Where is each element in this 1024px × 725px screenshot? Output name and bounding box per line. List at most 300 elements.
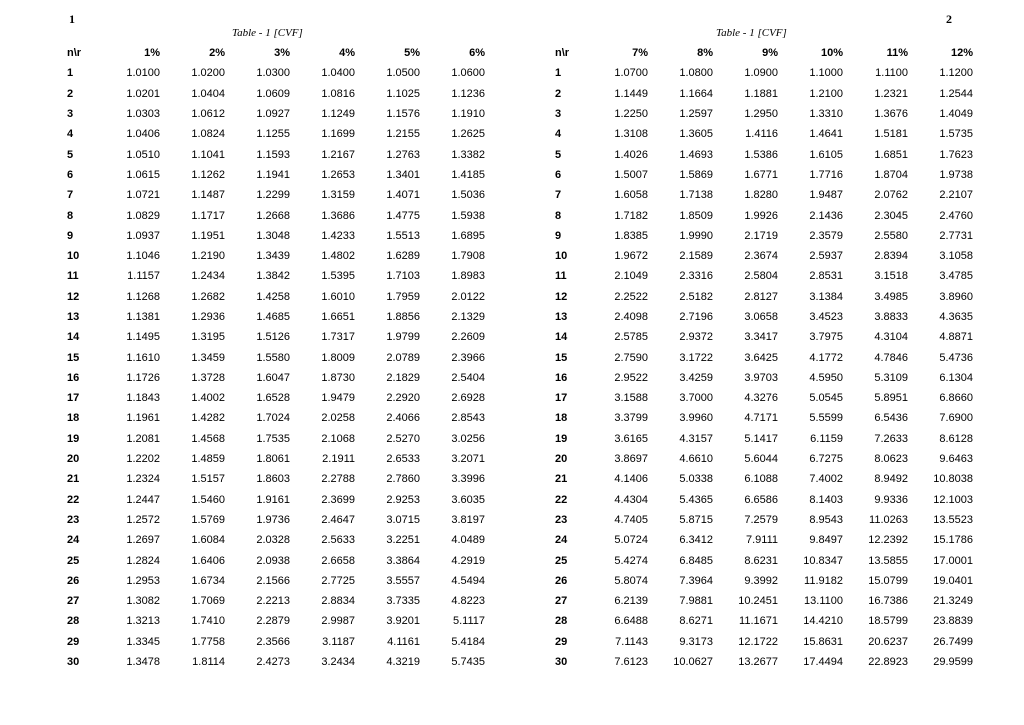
factor-cell: 9.9336 [874,493,908,506]
period-cell: 4 [67,128,74,141]
factor-cell: 1.9487 [809,189,843,202]
period-cell: 28 [555,615,568,628]
factor-cell: 2.3699 [321,493,355,506]
period-cell: 19 [555,432,568,445]
factor-cell: 1.4116 [745,128,778,141]
factor-cell: 1.1951 [191,229,225,242]
factor-cell: 3.7975 [809,331,843,344]
rate-header: 9% [762,47,778,60]
factor-cell: 10.8038 [933,473,973,486]
period-cell: 1 [555,67,562,80]
table-row [555,510,973,530]
factor-cell: 5.4184 [451,635,485,648]
factor-cell: 1.8603 [256,473,290,486]
factor-cell: 1.7908 [451,250,485,263]
factor-cell: 13.2677 [738,656,778,669]
factor-cell: 1.7959 [386,290,420,303]
table-row [555,266,973,286]
factor-cell: 1.9672 [614,250,648,263]
factor-cell: 2.1049 [614,270,648,283]
factor-cell: 1.8856 [386,311,420,323]
factor-cell: 1.1000 [809,67,843,80]
factor-cell: 19.0401 [933,574,973,587]
factor-cell: 6.8485 [679,554,713,567]
factor-cell: 2.5580 [874,229,908,242]
factor-cell: 1.4775 [386,209,420,222]
factor-cell: 7.9111 [745,534,778,547]
factor-cell: 2.7590 [614,351,648,364]
factor-cell: 1.3439 [256,250,290,263]
factor-cell: 1.5938 [451,209,485,222]
factor-cell: 1.2447 [126,493,160,506]
factor-cell: 3.0256 [451,432,485,445]
factor-cell: 11.1671 [739,615,778,628]
factor-cell: 1.2202 [126,453,160,466]
table-row [555,611,973,631]
factor-cell: 9.6463 [939,453,973,466]
factor-cell: 1.4002 [191,392,225,405]
factor-cell: 1.2250 [614,108,648,121]
factor-cell: 3.7000 [679,392,713,405]
period-cell: 30 [555,656,568,669]
factor-cell: 2.4647 [321,513,355,526]
period-cell: 24 [555,534,568,547]
factor-cell: 5.1417 [744,432,778,445]
rate-header: 4% [339,47,355,60]
factor-cell: 1.3401 [386,168,420,181]
factor-cell: 1.9161 [256,493,290,506]
factor-cell: 17.0001 [933,554,973,567]
factor-cell: 10.2451 [738,595,778,608]
factor-cell: 2.0258 [321,412,355,425]
table-row [555,469,973,489]
factor-cell: 4.3276 [744,392,778,405]
period-cell: 22 [555,493,568,506]
table-row [555,124,973,144]
factor-cell: 2.5804 [744,270,778,283]
page-2 [512,0,1024,725]
factor-cell: 1.6651 [321,311,355,323]
factor-cell: 8.6231 [744,554,778,567]
factor-cell: 1.8061 [256,453,290,466]
period-cell: 12 [555,290,568,303]
factor-cell: 1.7317 [321,331,355,344]
factor-cell: 4.3104 [874,331,908,344]
factor-cell: 1.0927 [256,108,290,121]
factor-cell: 1.4071 [386,189,420,202]
factor-cell: 1.5157 [191,473,225,486]
factor-cell: 3.3996 [451,473,485,486]
factor-cell: 2.1068 [321,432,355,445]
factor-cell: 1.4859 [191,453,225,466]
factor-cell: 3.1518 [874,270,908,283]
factor-cell: 1.2682 [191,290,225,303]
rate-header: 1% [144,47,160,60]
factor-cell: 1.8704 [874,168,908,181]
factor-cell: 1.3382 [451,148,485,161]
factor-cell: 1.0816 [321,87,355,100]
factor-cell: 2.1566 [256,574,290,587]
factor-cell: 2.0789 [386,351,420,364]
table-row [555,347,973,367]
factor-cell: 5.5599 [809,412,843,425]
factor-cell: 1.8509 [679,209,713,222]
factor-cell: 2.2879 [256,615,290,628]
factor-cell: 1.2936 [191,311,225,323]
factor-cell: 6.1304 [939,371,973,384]
period-cell: 15 [555,351,568,364]
factor-cell: 22.8923 [868,656,908,669]
factor-cell: 3.2434 [321,656,355,669]
table-row [67,652,485,672]
factor-cell: 2.3566 [256,635,290,648]
table-row [555,144,973,164]
factor-cell: 1.5869 [679,168,713,181]
table-row [555,449,973,469]
factor-cell: 15.0799 [868,574,908,587]
table-row [67,287,485,307]
factor-cell: 2.1589 [679,250,713,263]
factor-cell: 2.8834 [321,595,355,608]
factor-cell: 4.3157 [679,432,713,445]
period-cell: 26 [555,574,568,587]
factor-cell: 1.5181 [874,128,908,141]
factor-cell: 1.7024 [256,412,290,425]
factor-cell: 1.7758 [191,635,225,648]
table-row [67,469,485,489]
factor-cell: 5.7435 [451,656,485,669]
factor-cell: 2.2920 [386,392,420,405]
factor-cell: 1.0937 [126,229,160,242]
factor-cell: 6.1088 [744,473,778,486]
factor-cell: 1.0721 [126,189,160,202]
factor-cell: 1.1941 [256,168,290,181]
factor-cell: 1.7138 [679,189,713,202]
factor-cell: 5.0338 [679,473,713,486]
factor-cell: 2.5404 [451,371,485,384]
factor-cell: 1.5735 [939,128,973,141]
period-cell: 30 [67,656,80,669]
factor-cell: 1.2763 [386,148,420,161]
rate-header: 7% [632,47,648,60]
period-cell: 7 [555,189,562,202]
factor-cell: 8.1403 [809,493,843,506]
table-row [67,185,485,205]
factor-cell: 1.5513 [386,229,420,242]
factor-cell: 1.1610 [126,351,160,364]
factor-cell: 1.2324 [126,473,160,486]
factor-cell: 3.5557 [386,574,420,587]
factor-cell: 2.3966 [451,351,485,364]
factor-cell: 4.7171 [744,412,778,425]
factor-cell: 1.2697 [126,534,160,547]
factor-cell: 7.9881 [679,595,713,608]
rate-header: 10% [820,47,843,60]
factor-cell: 3.6035 [451,493,485,506]
factor-cell: 1.4026 [614,148,648,161]
factor-cell: 1.0829 [126,209,160,222]
factor-cell: 12.2392 [868,534,908,547]
factor-cell: 1.1100 [875,67,908,80]
period-cell: 27 [67,595,80,608]
factor-cell: 2.2522 [614,290,648,303]
table-row [555,408,973,428]
factor-cell: 2.6928 [451,392,485,405]
factor-cell: 1.0510 [126,148,160,161]
period-cell: 6 [555,168,562,181]
factor-cell: 1.1593 [256,148,290,161]
factor-cell: 1.2155 [386,128,420,141]
factor-cell: 7.2633 [874,432,908,445]
table-row [555,571,973,591]
factor-cell: 29.9599 [933,656,973,669]
factor-cell: 1.7182 [614,209,648,222]
table-row [67,449,485,469]
factor-cell: 1.6084 [191,534,225,547]
table-row [67,144,485,164]
factor-cell: 2.5270 [386,432,420,445]
factor-cell: 3.9703 [744,371,778,384]
factor-cell: 1.6528 [256,392,290,405]
corner-label: n\r [555,47,570,60]
factor-cell: 11.0263 [869,513,908,526]
factor-cell: 6.1159 [810,432,843,445]
factor-cell: 1.0406 [126,128,160,141]
factor-cell: 3.1384 [809,290,843,303]
period-cell: 21 [555,473,568,486]
table-row [555,652,973,672]
factor-cell: 2.8543 [451,412,485,425]
factor-cell: 1.2597 [679,108,713,121]
factor-cell: 1.6895 [451,229,485,242]
factor-cell: 3.2251 [386,534,420,547]
table-row [555,205,973,225]
factor-cell: 3.4523 [809,311,843,323]
factor-cell: 1.1046 [126,250,160,263]
factor-cell: 1.1843 [126,392,160,405]
factor-cell: 6.5436 [874,412,908,425]
period-cell: 5 [67,148,74,161]
factor-cell: 2.9372 [679,331,713,344]
factor-cell: 16.7386 [868,595,908,608]
period-cell: 3 [555,108,562,121]
factor-cell: 1.2625 [451,128,485,141]
period-cell: 26 [67,574,80,587]
table-row [555,327,973,347]
factor-cell: 1.1495 [126,331,160,344]
period-cell: 19 [67,432,80,445]
factor-cell: 13.5855 [868,554,908,567]
factor-cell: 26.7499 [933,635,973,648]
factor-cell: 1.1910 [451,108,485,121]
period-cell: 20 [67,453,80,466]
table-row [67,266,485,286]
period-cell: 29 [555,635,568,648]
factor-cell: 1.2950 [744,108,778,121]
factor-cell: 1.7103 [386,270,420,283]
factor-cell: 1.2824 [126,554,160,567]
factor-cell: 1.3478 [126,656,160,669]
period-cell: 2 [555,87,562,100]
factor-cell: 1.1236 [451,87,485,100]
table-row [67,550,485,570]
factor-cell: 1.1487 [191,189,225,202]
factor-cell: 2.9253 [386,493,420,506]
factor-cell: 1.2321 [874,87,908,100]
factor-cell: 4.5494 [451,574,485,587]
factor-cell: 9.8497 [809,534,843,547]
factor-cell: 1.0100 [126,67,160,80]
factor-cell: 3.8197 [451,513,485,526]
factor-cell: 2.7725 [321,574,355,587]
period-cell: 14 [555,331,568,344]
factor-cell: 4.7405 [614,513,648,526]
table-title: Table - 1 [CVF] [716,27,787,39]
rate-header: 6% [469,47,485,60]
factor-cell: 12.1722 [738,635,778,648]
factor-cell: 2.3045 [874,209,908,222]
factor-cell: 4.6610 [679,453,713,466]
factor-cell: 1.1881 [744,87,778,100]
period-cell: 13 [555,311,568,323]
factor-cell: 1.0600 [451,67,485,80]
factor-cell: 1.8114 [192,656,225,669]
table-row [555,287,973,307]
factor-cell: 1.5460 [191,493,225,506]
factor-cell: 3.6425 [744,351,778,364]
factor-cell: 1.2299 [256,189,290,202]
period-cell: 17 [555,392,568,405]
factor-cell: 1.4693 [679,148,713,161]
factor-cell: 1.3310 [809,108,843,121]
factor-cell: 9.3173 [679,635,713,648]
factor-cell: 1.0201 [126,87,160,100]
factor-cell: 1.5580 [256,351,290,364]
table-row [67,632,485,652]
factor-cell: 3.3864 [386,554,420,567]
factor-cell: 1.0303 [126,108,160,121]
factor-cell: 1.8983 [451,270,485,283]
factor-cell: 5.8074 [614,574,648,587]
factor-cell: 12.1003 [933,493,973,506]
factor-cell: 3.1187 [322,635,355,648]
factor-cell: 1.5386 [744,148,778,161]
factor-cell: 6.2139 [614,595,648,608]
factor-cell: 1.9738 [939,168,973,181]
factor-cell: 2.1829 [386,371,420,384]
table-title: Table - 1 [CVF] [232,27,303,39]
period-cell: 8 [555,209,562,222]
table-row [555,84,973,104]
factor-cell: 2.1436 [809,209,843,222]
table-row [555,307,973,327]
factor-cell: 1.1262 [191,168,225,181]
period-cell: 21 [67,473,80,486]
table-row [67,246,485,266]
factor-cell: 1.1157 [127,270,160,283]
period-cell: 10 [555,250,568,263]
factor-cell: 7.6123 [614,656,648,669]
factor-cell: 18.5799 [868,615,908,628]
factor-cell: 2.2107 [939,189,973,202]
factor-cell: 14.4210 [803,615,843,628]
factor-cell: 1.9990 [679,229,713,242]
period-cell: 15 [67,351,80,364]
table-row [67,368,485,388]
table-row [555,530,973,550]
factor-cell: 1.7410 [191,615,225,628]
factor-cell: 4.7846 [874,351,908,364]
factor-cell: 3.8833 [874,311,908,323]
factor-cell: 3.8960 [939,290,973,303]
factor-cell: 1.3108 [614,128,648,141]
factor-cell: 8.0623 [874,453,908,466]
factor-cell: 1.1449 [614,87,648,100]
factor-cell: 1.3195 [191,331,225,344]
factor-cell: 3.3417 [744,331,778,344]
factor-cell: 4.5950 [809,371,843,384]
period-cell: 10 [67,250,80,263]
factor-cell: 23.8839 [933,615,973,628]
factor-cell: 3.9201 [386,615,420,628]
factor-cell: 1.7623 [939,148,973,161]
period-cell: 29 [67,635,80,648]
factor-cell: 1.8730 [321,371,355,384]
factor-cell: 1.1041 [191,148,225,161]
factor-cell: 1.0200 [191,67,225,80]
factor-cell: 8.9543 [809,513,843,526]
factor-cell: 3.7335 [386,595,420,608]
factor-cell: 1.0615 [126,168,160,181]
factor-cell: 2.3579 [809,229,843,242]
period-cell: 4 [555,128,562,141]
table-body [555,63,973,672]
rate-header: 5% [404,47,420,60]
factor-cell: 7.4002 [809,473,843,486]
factor-cell: 1.2434 [191,270,225,283]
factor-cell: 1.3686 [321,209,355,222]
page-number: 1 [69,12,75,26]
table-row [67,104,485,124]
factor-cell: 1.3213 [126,615,160,628]
table-row [555,550,973,570]
factor-cell: 2.0762 [874,189,908,202]
factor-cell: 2.4760 [939,209,973,222]
factor-cell: 2.1911 [322,453,355,466]
table-row [67,165,485,185]
factor-cell: 3.1058 [939,250,973,263]
factor-cell: 1.8385 [614,229,648,242]
factor-cell: 1.4233 [321,229,355,242]
factor-cell: 1.8009 [321,351,355,364]
corner-label: n\r [67,47,82,60]
table-row [67,571,485,591]
factor-cell: 1.5007 [614,168,648,181]
factor-cell: 1.4685 [256,311,290,323]
factor-cell: 2.0328 [256,534,290,547]
factor-cell: 1.0400 [321,67,355,80]
table-row [555,246,973,266]
factor-cell: 6.7275 [809,453,843,466]
factor-cell: 5.6044 [744,453,778,466]
table-row [555,388,973,408]
table-row [67,490,485,510]
factor-cell: 1.2668 [256,209,290,222]
factor-cell: 1.4641 [809,128,843,141]
factor-cell: 20.6237 [868,635,908,648]
table-row [555,632,973,652]
factor-cell: 6.8660 [939,392,973,405]
